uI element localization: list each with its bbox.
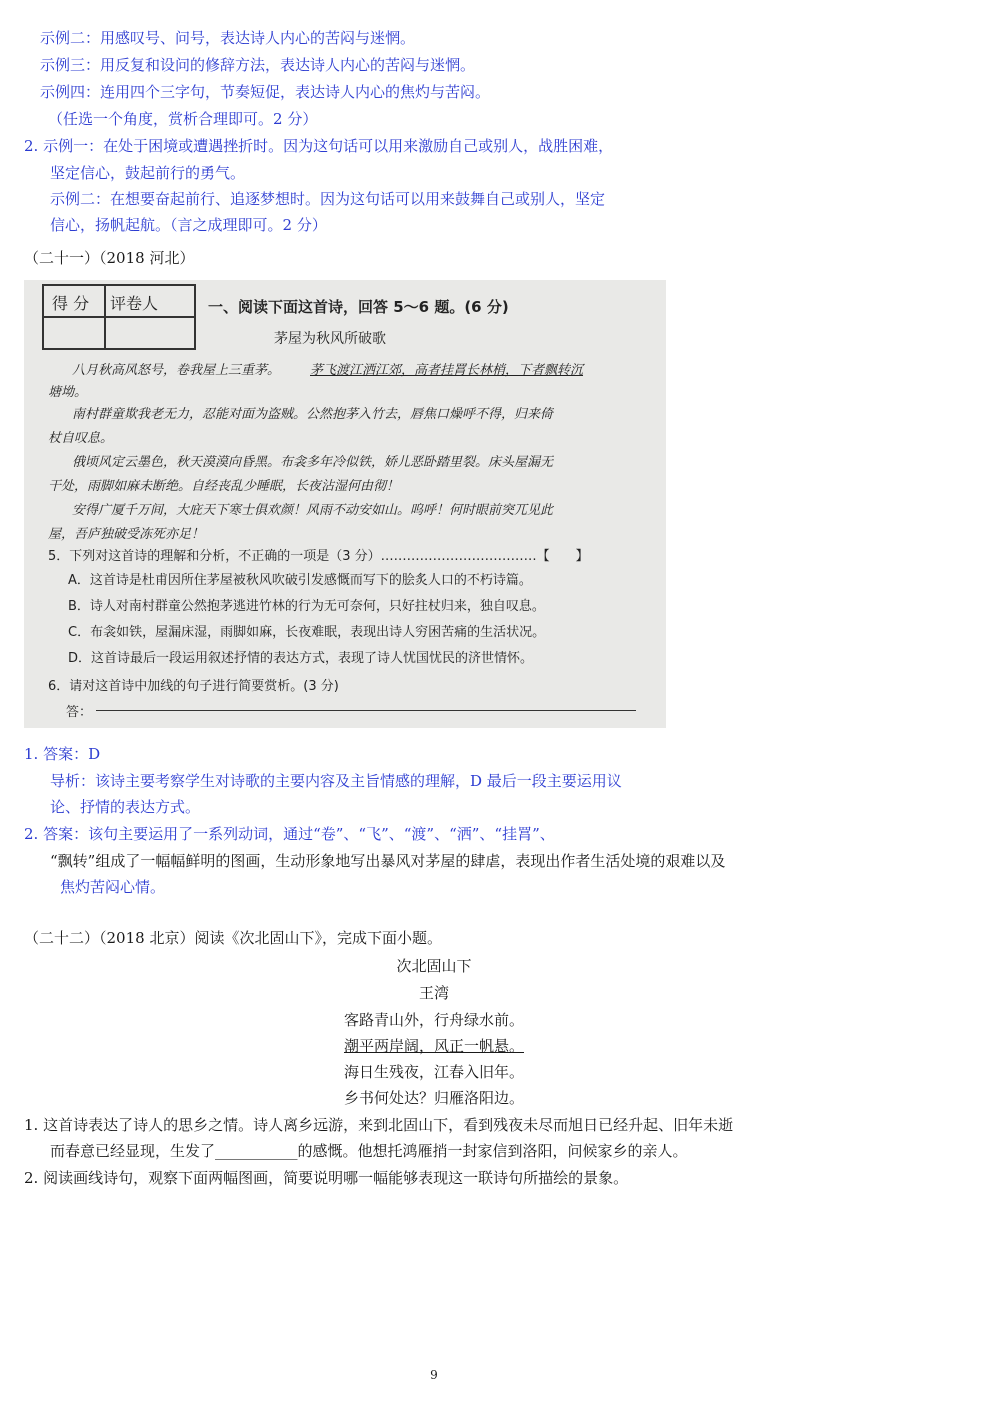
- option-b: B．诗人对南村群童公然抱茅逃进竹林的行为无可奈何，只好拄杖归来，独自叹息。: [68, 599, 545, 614]
- answer-label: 答：: [66, 705, 93, 720]
- answer-blank-line: [96, 710, 636, 711]
- answer-line: 1. 答案：D: [24, 745, 101, 763]
- answer-line: 导析：该诗主要考察学生对诗歌的主要内容及主旨情感的理解，D 最后一段主要运用议: [50, 772, 622, 790]
- question-2: 2. 阅读画线诗句，观察下面两幅图画，简要说明哪一幅能够表现这一联诗句所描绘的景象。: [24, 1169, 629, 1187]
- question-6: 6．请对这首诗中加线的句子进行简要赏析。(3 分): [48, 679, 339, 694]
- poem-line: 安得广厦千万间，大庇天下寒士俱欢颜！风雨不动安如山。呜呼！何时眼前突兀见此: [72, 503, 554, 518]
- poem-author: 王湾: [418, 984, 449, 1002]
- grader-cell: 评卷人: [110, 294, 159, 313]
- poem-line: 客路青山外，行舟绿水前。: [343, 1011, 524, 1029]
- option-a: A．这首诗是杜甫因所住茅屋被秋风吹破引发感慨而写下的脍炙人口的不朽诗篇。: [68, 573, 532, 588]
- answer-line: “飘转”组成了一幅幅鲜明的图画，生动形象地写出暴风对茅屋的肆虐，表现出作者生活处境的艰难以及: [50, 852, 726, 870]
- poem-line: 乡书何处达？归雁洛阳边。: [343, 1089, 524, 1107]
- answer-line: 坚定信心，鼓起前行的勇气。: [50, 164, 246, 182]
- poem-title: 次北固山下: [396, 957, 472, 975]
- answer-line: 示例二：在想要奋起前行、追逐梦想时。因为这句话可以用来鼓舞自己或别人，坚定: [50, 190, 606, 208]
- poem-line: 海日生残夜，江春入旧年。: [343, 1063, 524, 1081]
- underlined-poem-text: 潮平两岸阔，风正一帆悬。: [343, 1037, 524, 1055]
- answer-line: 2. 示例一：在处于困境或遭遇挫折时。因为这句话可以用来激励自己或别人，战胜困难，: [24, 137, 614, 155]
- score-cell: 得 分: [52, 294, 90, 313]
- answer-line: 示例三：用反复和设问的修辞方法，表达诗人内心的苦闷与迷惘。: [40, 56, 476, 74]
- poem-line: 杖自叹息。: [48, 431, 114, 446]
- question-1-cont: 而春意已经显现，生发了___________的感慨。他想托鸿雁捎一封家信到洛阳，问候家乡的亲人。: [50, 1142, 688, 1160]
- answer-line: 示例二：用感叹号、问号，表达诗人内心的苦闷与迷惘。: [40, 29, 416, 47]
- scanned-exam-image: [24, 280, 666, 728]
- underlined-poem-line: [0, 1036, 868, 1056]
- answer-line: 2. 答案：该句主要运用了一系列动词，通过“卷”、“飞”、“渡”、“洒”、“挂罥”、: [24, 825, 555, 843]
- poem-line: 俄顷风定云墨色，秋天漠漠向昏黑。布衾多年冷似铁，娇儿恶卧踏里裂。床头屋漏无: [72, 455, 554, 470]
- answer-line: 信心，扬帆起航。（言之成理即可。2 分）: [50, 216, 327, 234]
- section-heading: （二十一）（2018 河北）: [24, 249, 195, 267]
- poem-line: 屋，吾庐独破受冻死亦足！: [48, 527, 205, 542]
- poem-title: 茅屋为秋风所破歌: [274, 331, 386, 347]
- option-d: D．这首诗最后一段运用叙述抒情的表达方式，表现了诗人忧国忧民的济世情怀。: [68, 651, 534, 666]
- question-1: 1. 这首诗表达了诗人的思乡之情。诗人离乡远游，来到北固山下，看到残夜未尽而旭日已经升起、旧年未逝: [24, 1116, 734, 1134]
- score-table: [42, 284, 196, 350]
- poem-line: 干处，雨脚如麻未断绝。自经丧乱少睡眠，长夜沾湿何由彻！: [48, 479, 400, 494]
- option-c: C．布衾如铁，屋漏床湿，雨脚如麻，长夜难眠，表现出诗人穷困苦痛的生活状况。: [68, 625, 546, 640]
- instruction: 一、阅读下面这首诗，回答 5～6 题。(6 分): [208, 298, 509, 316]
- question-5: 5．下列对这首诗的理解和分析，不正确的一项是（3 分）………………………………【 】: [48, 549, 589, 564]
- answer-line: （任选一个角度，赏析合理即可。2 分）: [48, 110, 318, 128]
- section-heading: （二十二）（2018 北京）阅读《次北固山下》，完成下面小题。: [24, 929, 442, 947]
- answer-line: 论、抒情的表达方式。: [50, 798, 201, 816]
- answer-line: 示例四：连用四个三字句，节奏短促，表达诗人内心的焦灼与苦闷。: [40, 83, 491, 101]
- poem-line: 塘坳。: [48, 385, 88, 400]
- underlined-poem-line: 茅飞渡江洒江郊，高者挂罥长林梢，下者飘转沉: [310, 363, 584, 378]
- answer-line: 焦灼苦闷心情。: [60, 878, 166, 896]
- poem-line: 八月秋高风怒号，卷我屋上三重茅。: [72, 363, 281, 378]
- page-number: 9: [430, 1368, 438, 1382]
- poem-line: 南村群童欺我老无力，忍能对面为盗贼。公然抱茅入竹去，唇焦口燥呼不得，归来倚: [72, 407, 554, 422]
